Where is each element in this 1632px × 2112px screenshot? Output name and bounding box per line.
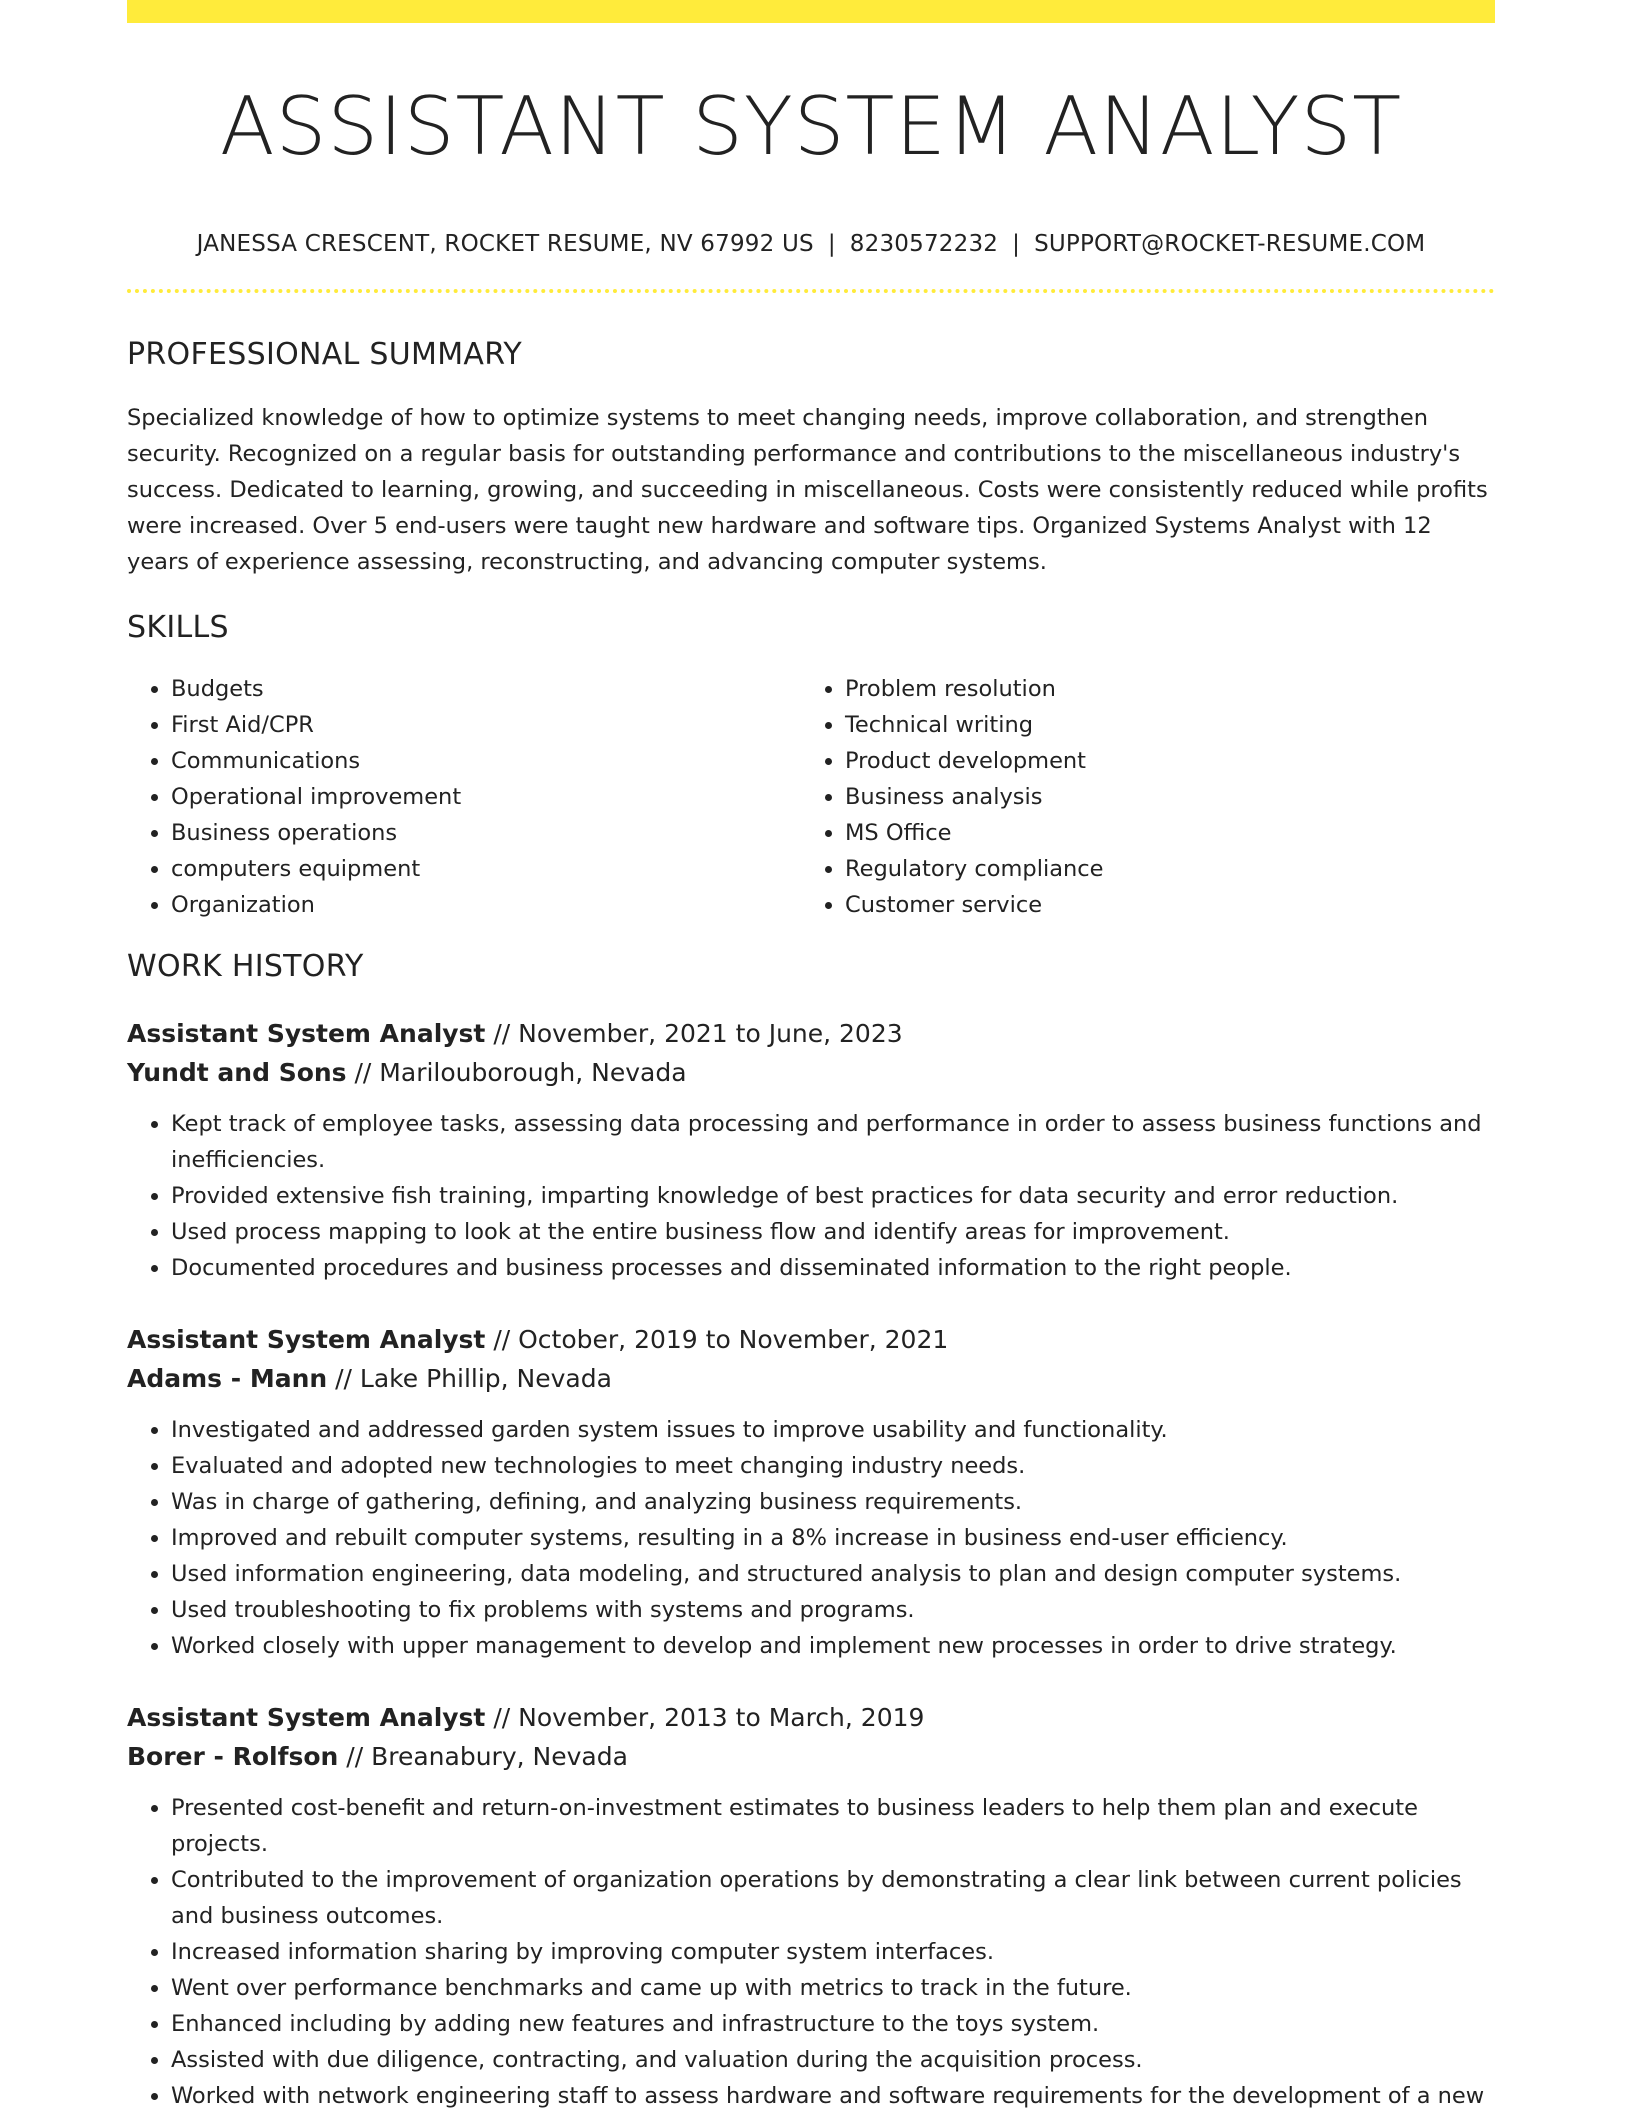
job-company: Borer - Rolfson <box>127 1742 339 1771</box>
job-bullet: • Used process mapping to look at the entire business flow and identify areas for improvement. <box>171 1214 1495 1250</box>
job-bullet: • Provided extensive fish training, imparting knowledge of best practices for data security and error reduction. <box>171 1178 1495 1214</box>
contact-line <box>127 231 1495 257</box>
job-bullet-list <box>127 1106 1495 1286</box>
job-location: // Breanabury, Nevada <box>338 1742 628 1771</box>
job-title: Assistant System Analyst <box>127 1325 486 1354</box>
job-dates: // October, 2019 to November, 2021 <box>485 1325 949 1354</box>
job-dates: // November, 2013 to March, 2019 <box>485 1703 925 1732</box>
job-title: Assistant System Analyst <box>127 1703 486 1732</box>
job-bullet: • Used information engineering, data modeling, and structured analysis to plan and design computer systems. <box>171 1556 1495 1592</box>
work-history-heading: WORK HISTORY <box>127 949 364 984</box>
job-bullet: • Documented procedures and business processes and disseminated information to the right people. <box>171 1250 1495 1286</box>
job-bullet: • Investigated and addressed garden system issues to improve usability and functionality. <box>171 1412 1495 1448</box>
skills-heading: SKILLS <box>127 610 229 645</box>
skill-item: • Business analysis <box>845 779 1475 815</box>
contact-phone: 8230572232 <box>849 231 999 257</box>
job-bullet: • Went over performance benchmarks and came up with metrics to track in the future. <box>171 1970 1495 2006</box>
skill-item: • computers equipment <box>171 851 801 887</box>
skill-item: • Customer service <box>845 887 1475 923</box>
job-location: // Lake Phillip, Nevada <box>327 1364 612 1393</box>
job-dates: // November, 2021 to June, 2023 <box>485 1019 903 1048</box>
dotted-divider <box>127 289 1495 293</box>
summary-text: Specialized knowledge of how to optimize systems to meet changing needs, improve collaboration, and strengthen security. Recognized on a regular basis for outstanding performance and contributions to the miscellaneous industry's success. Dedicated to learning, growing, and succeeding in miscellaneous. Costs were consistently reduced while profits were increased. Over 5 end-users were taught new hardware and software tips. Organized Systems Analyst with 12 years of experience assessing, reconstructing, and advancing computer systems. <box>127 405 1488 575</box>
job-company: Yundt and Sons <box>127 1058 347 1087</box>
job-bullet-list <box>127 1790 1495 2112</box>
job-entry <box>127 1014 1495 1286</box>
job-entry <box>127 1320 1495 1664</box>
skill-item: • Operational improvement <box>171 779 801 815</box>
job-title: Assistant System Analyst <box>127 1019 486 1048</box>
job-bullet: • Increased information sharing by improving computer system interfaces. <box>171 1934 1495 1970</box>
skill-item: • Budgets <box>171 671 801 707</box>
job-bullet: • Enhanced including by adding new features and infrastructure to the toys system. <box>171 2006 1495 2042</box>
skill-item: • Product development <box>845 743 1475 779</box>
job-company-line <box>127 1359 1495 1398</box>
contact-separator: | <box>1012 231 1021 257</box>
skill-item: • MS Office <box>845 815 1475 851</box>
job-bullet: • Assisted with due diligence, contracting, and valuation during the acquisition process. <box>171 2042 1495 2078</box>
skills-column-right <box>801 671 1475 923</box>
job-bullet: • Used troubleshooting to fix problems with systems and programs. <box>171 1592 1495 1628</box>
job-company-line <box>127 1737 1495 1776</box>
job-bullet: • Worked with network engineering staff to assess hardware and software requirements for the development of a new <box>171 2078 1495 2112</box>
job-bullet: • Kept track of employee tasks, assessing data processing and performance in order to assess business functions and inefficiencies. <box>171 1106 1495 1178</box>
skill-item: • Organization <box>171 887 801 923</box>
contact-email: SUPPORT@ROCKET-RESUME.COM <box>1034 231 1426 257</box>
accent-top-bar <box>127 0 1495 23</box>
job-bullet: • Worked closely with upper management to develop and implement new processes in order to drive strategy. <box>171 1628 1495 1664</box>
skill-item: • Communications <box>171 743 801 779</box>
skills-grid <box>127 671 1495 923</box>
job-bullet: • Presented cost-benefit and return-on-investment estimates to business leaders to help them plan and execute projects. <box>171 1790 1495 1862</box>
skill-item: • First Aid/CPR <box>171 707 801 743</box>
job-company: Adams - Mann <box>127 1364 328 1393</box>
skill-item: • Regulatory compliance <box>845 851 1475 887</box>
job-bullet: • Improved and rebuilt computer systems, resulting in a 8% increase in business end-user efficiency. <box>171 1520 1495 1556</box>
job-bullet-list <box>127 1412 1495 1664</box>
skill-item: • Business operations <box>171 815 801 851</box>
contact-address: JANESSA CRESCENT, ROCKET RESUME, NV 67992 US <box>196 231 814 257</box>
skills-column-left <box>127 671 801 923</box>
page-title: ASSISTANT SYSTEM ANALYST <box>219 80 1403 173</box>
job-entry <box>127 1698 1495 2112</box>
job-location: // Marilouborough, Nevada <box>346 1058 687 1087</box>
contact-separator: | <box>827 231 836 257</box>
job-title-line <box>127 1014 1495 1053</box>
summary-heading: PROFESSIONAL SUMMARY <box>127 337 523 372</box>
job-company-line <box>127 1053 1495 1092</box>
job-title-line <box>127 1320 1495 1359</box>
skill-item: • Problem resolution <box>845 671 1475 707</box>
job-bullet: • Was in charge of gathering, defining, and analyzing business requirements. <box>171 1484 1495 1520</box>
job-bullet: • Evaluated and adopted new technologies to meet changing industry needs. <box>171 1448 1495 1484</box>
resume-content <box>127 0 1495 2112</box>
skill-item: • Technical writing <box>845 707 1475 743</box>
job-bullet: • Contributed to the improvement of organization operations by demonstrating a clear link between current policies and business outcomes. <box>171 1862 1495 1934</box>
job-title-line <box>127 1698 1495 1737</box>
